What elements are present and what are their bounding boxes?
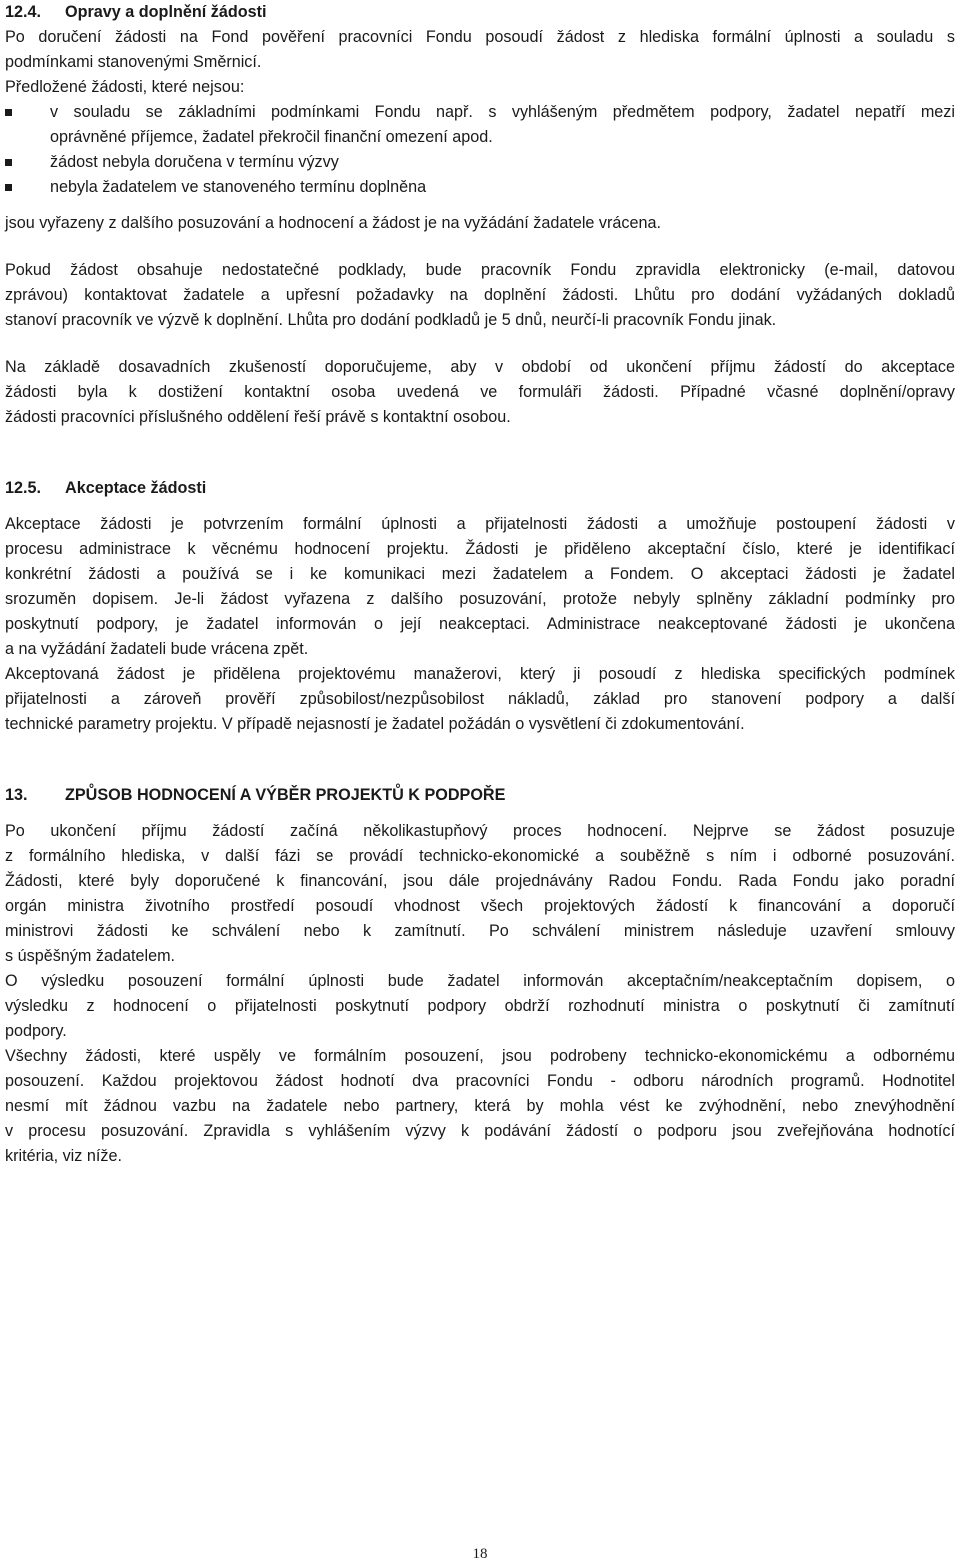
paragraph-line: O výsledku posouzení formální úplnosti bude žadatel informován akceptačním/neakceptačním dopisem, o [5, 972, 955, 990]
section-title: Opravy a doplnění žádosti [65, 3, 267, 21]
bullet-item [5, 175, 955, 200]
square-bullet-icon [5, 109, 12, 116]
paragraph-line: ministrovi žádosti ke schválení nebo k zamítnutí. Po schválení ministrem následuje uzavření smlouvy [5, 922, 955, 940]
document-page [5, 0, 955, 1169]
paragraph-line: Pokud žádost obsahuje nedostatečné podklady, bude pracovník Fondu zpravidla elektronicky (e-mail, datovou [5, 261, 955, 279]
paragraph-line: podpory. [5, 1022, 67, 1040]
paragraph-line: žádosti byla k dostižení kontaktní osoba uvedená ve formuláři žádosti. Případné včasné doplnění/opravy [5, 383, 955, 401]
paragraph-line: výsledku z hodnocení o přijatelnosti poskytnutí podpory obdrží rozhodnutí ministra o poskytnutí či zamítnutí [5, 997, 955, 1015]
paragraph-line: Předložené žádosti, které nejsou: [5, 78, 245, 96]
section-number: 12.4. [5, 3, 42, 21]
paragraph-line: Akceptovaná žádost je přidělena projektovému manažerovi, který ji posoudí z hlediska specifických podmínek [5, 665, 955, 683]
paragraph-line: z formálního hlediska, v další fázi se provádí technicko-ekonomické a souběžně s ním i odborné posuzování. [5, 847, 955, 865]
square-bullet-icon [5, 159, 12, 166]
paragraph-line: stanoví pracovník ve výzvě k doplnění. Lhůta pro dodání podkladů je 5 dnů, neurčí-li pracovník Fondu jinak. [5, 311, 777, 329]
bullet-text: oprávněné příjemce, žadatel překročil finanční omezení apod. [50, 128, 493, 146]
bullet-item-continuation [5, 125, 955, 150]
paragraph-line: posouzení. Každou projektovou žádost hodnotí dva pracovníci Fondu - odboru národních programů. Hodnotitel [5, 1072, 955, 1090]
bullet-item [5, 150, 955, 175]
section-number: 13. [5, 786, 28, 804]
paragraph-line: přijatelnosti a zároveň prověří způsobilost/nezpůsobilost nákladů, základ pro stanovení podpory a další [5, 690, 955, 708]
paragraph-line: nesmí mít žádnou vazbu na žadatele nebo partnery, která by mohla vést ke zvýhodnění, nebo znevýhodnění [5, 1097, 955, 1115]
paragraph-line: procesu administrace k věcnému hodnocení projektu. Žádosti je přiděleno akceptační číslo, které je identifikací [5, 540, 955, 558]
paragraph-line: kritéria, viz níže. [5, 1147, 122, 1165]
paragraph-line: s úspěšným žadatelem. [5, 947, 176, 965]
paragraph-line: a na vyžádání žadateli bude vrácena zpět. [5, 640, 309, 658]
section-title: Akceptace žádosti [65, 479, 207, 497]
paragraph-line: konkrétní žádosti a používá se i ke komunikaci mezi žadatelem a Fondem. O akceptaci žádosti je žadatel [5, 565, 955, 583]
square-bullet-icon [5, 184, 12, 191]
bullet-item [5, 100, 955, 125]
paragraph-line: Všechny žádosti, které uspěly ve formálním posouzení, jsou podrobeny technicko-ekonomickému a odbornému [5, 1047, 955, 1065]
section-12-5-heading [5, 476, 955, 501]
paragraph-line: zprávou) kontaktovat žadatele a upřesní požadavky na doplnění žádosti. Lhůtu pro dodání vyžádaných dokladů [5, 286, 955, 304]
bullet-text: v souladu se základními podmínkami Fondu např. s vyhlášeným předmětem podpory, žadatel nepatří mezi [50, 103, 955, 121]
paragraph-line: jsou vyřazeny z dalšího posuzování a hodnocení a žádost je na vyžádání žadatele vrácena. [5, 214, 662, 232]
paragraph-line: technické parametry projektu. V případě nejasností je žadatel požádán o vysvětlení či zdokumentování. [5, 715, 745, 733]
paragraph-line: Akceptace žádosti je potvrzením formální úplnosti a přijatelnosti žádosti a umožňuje postoupení žádosti v [5, 515, 955, 533]
paragraph-line: Po doručení žádosti na Fond pověření pracovníci Fondu posoudí žádost z hlediska formální úplnosti a souladu s [5, 28, 955, 46]
paragraph-line: Po ukončení příjmu žádostí začíná několikastupňový proces hodnocení. Nejprve se žádost posuzuje [5, 822, 955, 840]
paragraph-line: poskytnutí podpory, je žadatel informován o její neakceptaci. Administrace neakceptované žádosti je ukončena [5, 615, 955, 633]
bullet-text: nebyla žadatelem ve stanoveného termínu doplněna [50, 178, 427, 196]
paragraph-line: v procesu posuzování. Zpravidla s vyhlášením výzvy k podávání žádostí o podporu jsou zveřejňována hodnotící [5, 1122, 955, 1140]
section-12-4-heading [5, 0, 955, 25]
section-13-heading [5, 783, 955, 808]
section-number: 12.5. [5, 479, 42, 497]
paragraph-line: orgán ministra životního prostředí posoudí vhodnost všech projektových žádostí k financování a doporučí [5, 897, 955, 915]
section-title: ZPŮSOB HODNOCENÍ A VÝBĚR PROJEKTŮ K PODPOŘE [65, 786, 506, 804]
paragraph-line: podmínkami stanovenými Směrnicí. [5, 53, 262, 71]
paragraph-line: Na základě dosavadních zkušeností doporučujeme, aby v období od ukončení příjmu žádostí do akceptace [5, 358, 955, 376]
paragraph-line: srozuměn dopisem. Je-li žádost vyřazena z dalšího posuzování, protože nebyly splněny základní podmínky pro [5, 590, 955, 608]
paragraph-line: žádosti pracovníci příslušného oddělení řeší právě s kontaktní osobou. [5, 408, 511, 426]
paragraph-line: Žádosti, které byly doporučené k financování, jsou dále projednávány Radou Fondu. Rada Fondu jako poradní [5, 872, 955, 890]
bullet-text: žádost nebyla doručena v termínu výzvy [50, 153, 339, 171]
page-number: 18 [472, 1546, 488, 1562]
